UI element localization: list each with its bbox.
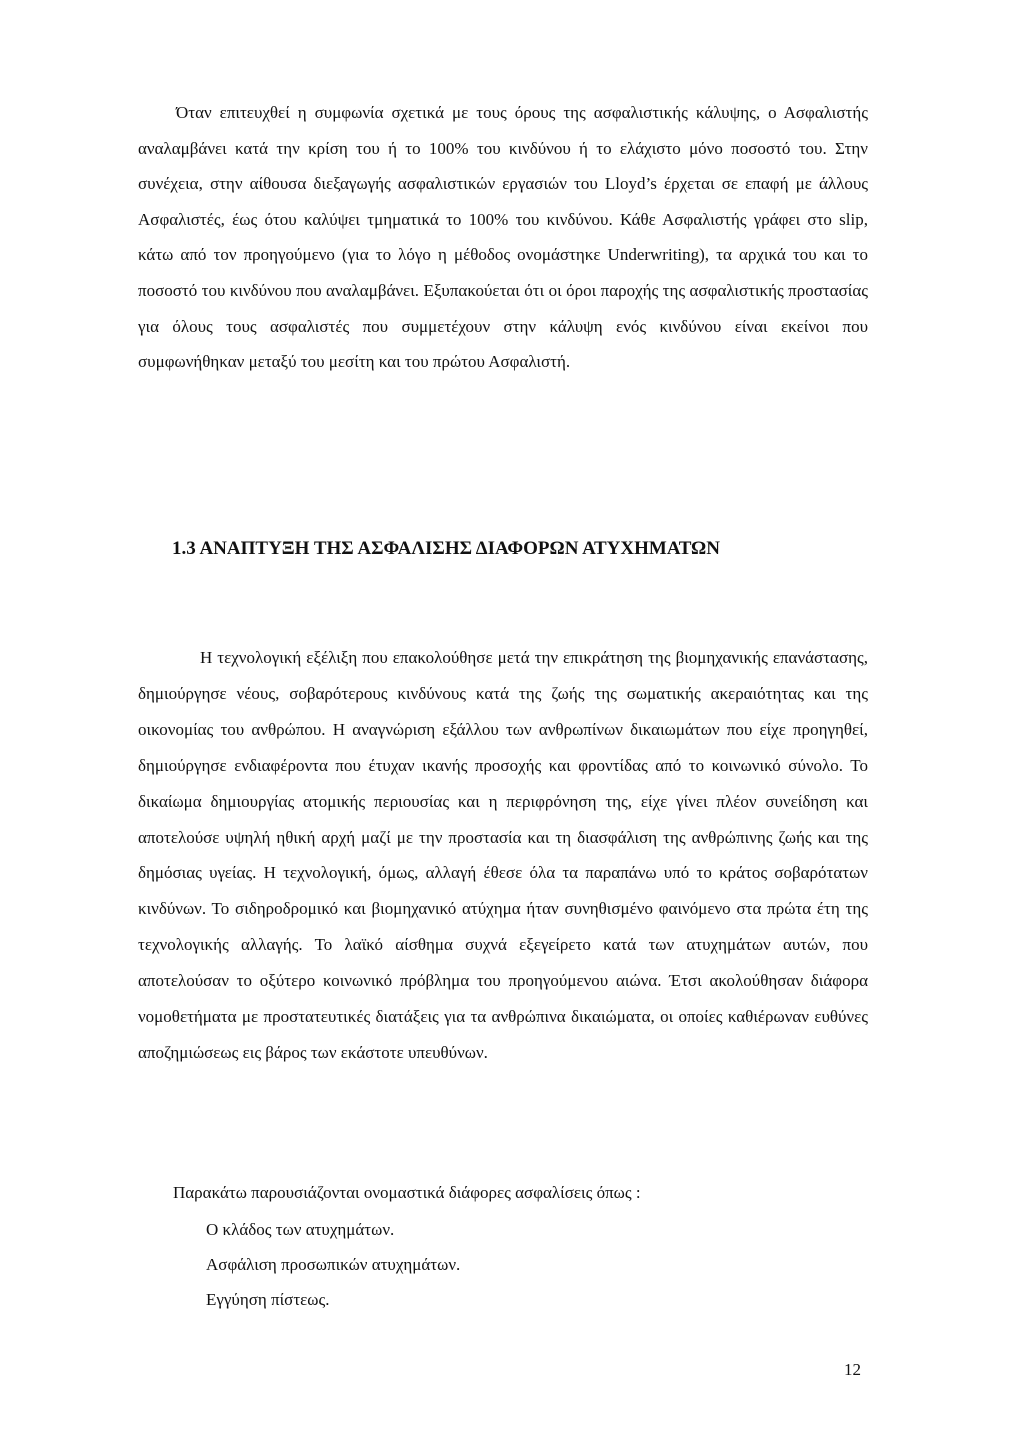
list-item: Ασφάλιση προσωπικών ατυχημάτων.	[206, 1255, 461, 1274]
list-item: Εγγύηση πίστεως.	[206, 1290, 330, 1309]
list-intro: Παρακάτω παρουσιάζονται ονομαστικά διάφορες ασφαλίσεις όπως :	[173, 1183, 641, 1202]
section-heading: 1.3 ΑΝΑΠΤΥΞΗ ΤΗΣ ΑΣΦΑΛΙΣΗΣ ΔΙΑΦΟΡΩΝ ΑΤΥΧΗΜΑΤΩΝ	[172, 538, 720, 559]
page-number: 12	[844, 1360, 861, 1379]
list-item: Ο κλάδος των ατυχημάτων.	[206, 1220, 395, 1239]
paragraph-lloyds-underwriting: Όταν επιτευχθεί η συμφωνία σχετικά με τους όρους της ασφαλιστικής κάλυψης, ο Ασφαλιστής αναλαμβάνει κατά την κρίση του ή το 100% του κινδύνου ή το ελάχιστο μόνο ποσοστό του. Στην συνέχεια, στην αίθουσα διεξαγωγής ασφαλιστικών εργασιών του Lloyd’s έρχεται σε επαφή με άλλους Ασφαλιστές, έως ότου καλύψει τμηματικά το 100% του κινδύνου. Κάθε Ασφαλιστής γράφει στο slip, κάτω από τον προηγούμενο (για το λόγο η μέθοδος ονομάστηκε Underwriting), τα αρχικά του και το ποσοστό του κινδύνου που αναλαμβάνει. Εξυπακούεται ότι οι όροι παροχής της ασφαλιστικής προστασίας για όλους τους ασφαλιστές που συμμετέχουν στην κάλυψη ενός κινδύνου είναι εκείνοι που συμφωνήθηκαν μεταξύ του μεσίτη και του πρώτου Ασφαλιστή.	[138, 103, 868, 372]
insurance-types-list	[206, 1220, 460, 1325]
paragraph-accident-insurance-history: Η τεχνολογική εξέλιξη που επακολούθησε μετά την επικράτηση της βιομηχανικής επανάστασης, δημιούργησε νέους, σοβαρότερους κινδύνους κατά της ζωής της σωματικής ακεραιότητας και της οικονομίας του ανθρώπου. Η αναγνώριση εξάλλου των ανθρωπίνων δικαιωμάτων που είχε προηγηθεί, δημιούργησε ενδιαφέροντα που έτυχαν ικανής προσοχής και φροντίδας από το κοινωνικό σύνολο. Το δικαίωμα δημιουργίας ατομικής περιουσίας και η περιφρόνηση της, είχε γίνει πλέον συνείδηση και αποτελούσε υψηλή ηθική αρχή μαζί με την προστασία και τη διασφάλιση της ανθρώπινης ζωής και της δημόσιας υγείας. Η τεχνολογική, όμως, αλλαγή έθεσε όλα τα παραπάνω υπό το κράτος σοβαρότατων κινδύνων. Το σιδηροδρομικό και βιομηχανικό ατύχημα ήταν συνηθισμένο φαινόμενο στα πρώτα έτη της τεχνολογικής αλλαγής. Το λαϊκό αίσθημα συχνά εξεγείρετο κατά των ατυχημάτων αυτών, που αποτελούσαν το οξύτερο κοινωνικό πρόβλημα του προηγούμενου αιώνα. Έτσι ακολούθησαν διάφορα νομοθετήματα με προστατευτικές διατάξεις για τα ανθρώπινα δικαιώματα, οι οποίες καθιέρωναν ευθύνες αποζημιώσεως εις βάρος των εκάστοτε υπευθύνων.	[138, 648, 868, 1062]
